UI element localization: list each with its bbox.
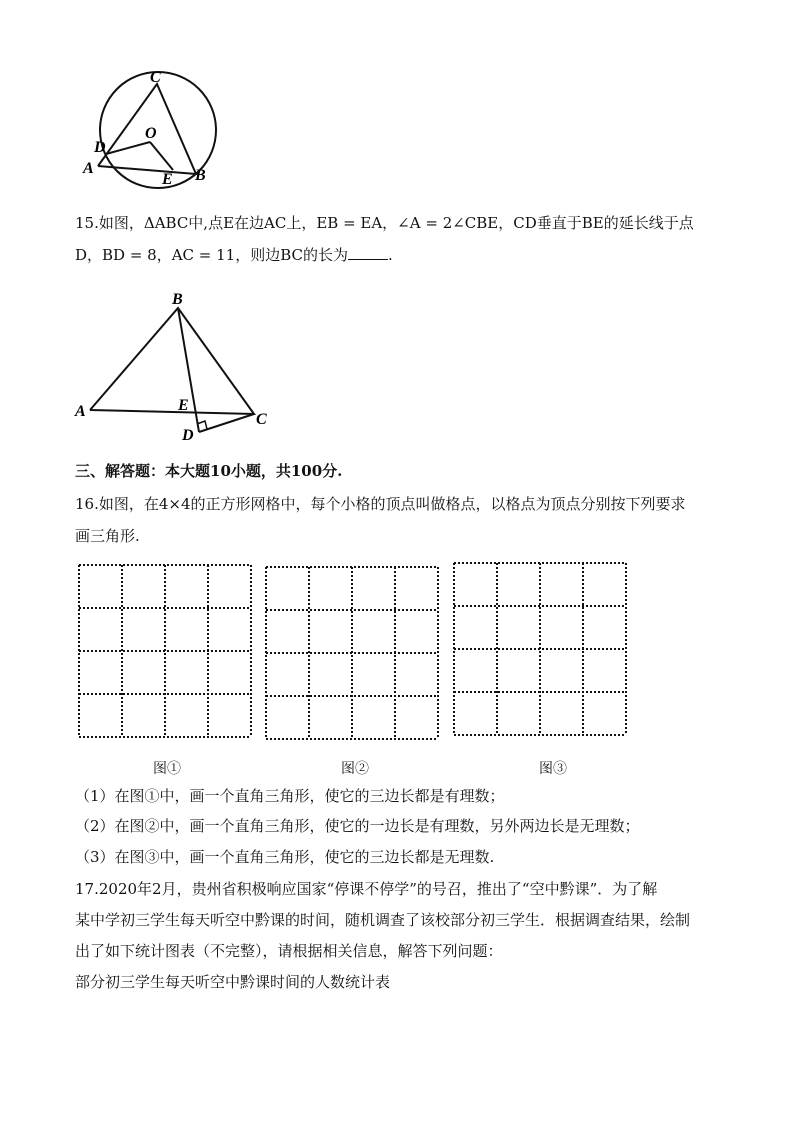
label-D: D bbox=[94, 139, 106, 156]
q15-line1: 15.如图，ΔABC中,点E在边AC上，EB = EA，∠A = 2∠CBE，CD垂直于BE的延长线于点 bbox=[75, 214, 694, 232]
q17-table-title: 部分初三学生每天听空中黔课时间的人数统计表 bbox=[75, 973, 391, 991]
q16-line2: 画三角形. bbox=[75, 527, 140, 545]
q17-line3: 出了如下统计图表（不完整），请根据相关信息，解答下列问题： bbox=[75, 942, 503, 960]
grid-2 bbox=[264, 565, 442, 743]
grid-1 bbox=[77, 563, 255, 741]
label-B: B bbox=[172, 291, 183, 308]
section-title: 三、解答题：本大题10小题，共100分. bbox=[75, 462, 343, 480]
q17-line1: 17.2020年2月，贵州省积极响应国家“停课不停学”的号召，推出了“空中黔课”．为了解 bbox=[75, 880, 658, 898]
label-E: E bbox=[178, 397, 189, 414]
answer-blank bbox=[348, 245, 388, 260]
q16-part2: （2）在图②中，画一个直角三角形，使它的一边长是有理数，另外两边长是无理数； bbox=[75, 817, 640, 835]
grid-3 bbox=[452, 561, 630, 739]
label-C: C bbox=[150, 69, 161, 86]
label-D: D bbox=[182, 427, 194, 444]
label-C: C bbox=[256, 411, 267, 428]
q15-line2-text: D，BD = 8，AC = 11，则边BC的长为 bbox=[75, 246, 349, 264]
label-A: A bbox=[83, 160, 94, 177]
q16-part1: （1）在图①中，画一个直角三角形，使它的三边长都是有理数； bbox=[75, 787, 505, 805]
grid-caption-2: 图② bbox=[341, 761, 369, 777]
q15-line2 bbox=[75, 245, 393, 265]
label-A: A bbox=[75, 403, 86, 420]
grid-caption-1: 图① bbox=[153, 761, 181, 777]
q15-line2-end: . bbox=[388, 246, 393, 264]
label-E: E bbox=[162, 171, 173, 188]
q17-line2: 某中学初三学生每天听空中黔课的时间，随机调查了该校部分初三学生．根据调查结果，绘制 bbox=[75, 911, 691, 929]
q16-line1: 16.如图，在4×4的正方形网格中，每个小格的顶点叫做格点，以格点为顶点分别按下列要求 bbox=[75, 495, 686, 513]
triangle-abc-figure bbox=[74, 290, 284, 445]
label-B: B bbox=[195, 167, 206, 184]
circle-triangle-figure bbox=[78, 66, 228, 192]
q16-part3: （3）在图③中，画一个直角三角形，使它的三边长都是无理数. bbox=[75, 848, 495, 866]
label-O: O bbox=[145, 125, 157, 142]
grid-caption-3: 图③ bbox=[539, 761, 567, 777]
